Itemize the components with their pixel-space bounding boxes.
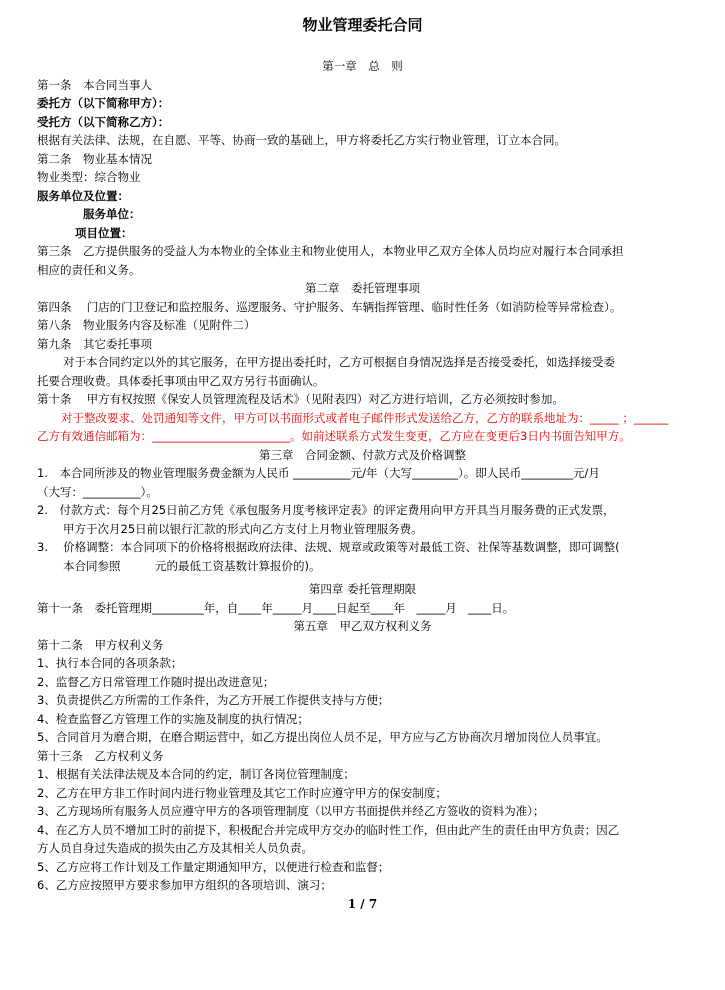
list-item: 3、乙方现场所有服务人员应遵守甲方的各项管理制度（以甲方书面提供并经乙方签收的资料为准）；: [37, 804, 545, 818]
chapter-heading: 第二章 委托管理事项: [305, 281, 420, 295]
paragraph-line: （大写：__________）。: [37, 484, 158, 499]
list-item: 2、监督乙方日常管理工作随时提出改进意见；: [37, 674, 275, 689]
paragraph-line: 物业类型：综合物业: [37, 170, 141, 184]
list-item: 4、检查监督乙方管理工作的实施及制度的执行情况；: [37, 711, 309, 726]
article-line: 第二条 物业基本情况: [37, 151, 152, 166]
document-title: 物业管理委托合同: [302, 16, 423, 34]
chapter-heading: 第五章 甲乙双方权利义务: [293, 619, 432, 633]
list-item: 5、合同首月为磨合期，在磨合期运营中，如乙方提出岗位人员不足，甲方应与乙方协商次月增加岗位人员事宜。: [37, 730, 608, 744]
numbered-line: 1. 本合同所涉及的物业管理服务费金额为人民币 __________元/年（大写________）。即人民币_________元/月: [37, 466, 600, 480]
field-line: 项目位置：: [75, 225, 133, 240]
paragraph-line: 方人员自身过失造成的损失由乙方及其相关人员负责。: [37, 841, 313, 855]
chapter-heading: 第四章 委托管理期限: [308, 582, 417, 596]
field-line: 服务单位及位置：: [37, 188, 129, 203]
numbered-line: 3. 价格调整：本合同项下的价格将根据政府法律、法规、规章或政策等对最低工资、社保等基数调整，即可调整(: [37, 540, 620, 554]
list-item: 3、负责提供乙方所需的工作条件，为乙方开展工作提供支持与方便；: [37, 693, 390, 707]
paragraph-line: 根据有关法律、法规，在自愿、平等、协商一致的基础上，甲方将委托乙方实行物业管理，订立本合同。: [37, 133, 566, 147]
paragraph-line: 托要合理收费。具体委托事项由甲乙双方另行书面确认。: [37, 373, 325, 388]
paragraph-line: 对于本合同约定以外的其它服务，在甲方提出委托时，乙方可根据自身情况选择是否接受委托，如选择接受委: [63, 355, 615, 369]
list-item: 4、在乙方人员不增加工时的前提下，积极配合并完成甲方交办的临时性工作，但由此产生的责任由甲方负责；因乙: [37, 822, 620, 837]
article-line: 第十三条 乙方权利义务: [37, 748, 164, 763]
list-item: 2、乙方在甲方非工作时间内进行物业管理及其它工作时应遵守甲方的保安制度；: [37, 785, 447, 800]
list-item: 1、根据有关法律法规及本合同的约定，制订各岗位管理制度；: [37, 767, 355, 781]
article-line: 第八条 物业服务内容及标准（见附件二）: [37, 318, 256, 332]
field-line: 服务单位：: [83, 207, 141, 221]
chapter-heading: 第三章 合同金额、付款方式及价格调整: [259, 447, 466, 462]
party-a-line: 委托方（以下简称甲方）：: [37, 96, 170, 110]
article-line: 第十二条 甲方权利义务: [37, 637, 164, 652]
article-line: 第四条 门店的门卫登记和监控服务、巡逻服务、守护服务、车辆指挥管理、临时性任务（如消防检等异常检查）。: [37, 299, 622, 314]
list-item: 6、乙方应按照甲方要求参加甲方组织的各项培训、演习；: [37, 878, 332, 892]
party-b-line: 受托方（以下简称乙方）：: [37, 114, 170, 129]
list-item: 5、乙方应将工作计划及工作量定期通知甲方，以便进行检查和监督；: [37, 859, 390, 874]
page-number: 1 / 7: [347, 897, 378, 911]
paragraph-line: 甲方于次月25日前以银行汇款的形式向乙方支付上月物业管理服务费。: [63, 521, 423, 536]
article-line: 第一条 本合同当事人: [37, 77, 152, 92]
document-body: [37, 52, 725, 895]
chapter-heading: 第一章 总 则: [322, 59, 403, 73]
article-line: 第三条 乙方提供服务的受益人为本物业的全体业主和物业使用人，本物业甲乙双方全体人员均应对履行本合同承担: [37, 244, 624, 258]
article-line: 第九条 其它委托事项: [37, 336, 152, 351]
highlighted-line: 乙方有效通信邮箱为：________________________。如前述联系方式发生变更，乙方应在变更后3日内书面告知甲方。: [37, 429, 631, 443]
article-line: 第十一条 委托管理期_________年，自____年_____月____日起至____年 _____月 ____日。: [37, 600, 515, 615]
numbered-line: 2. 付款方式：每个月25日前乙方凭《承包服务月度考核评定表》的评定费用向甲方开具当月服务费的正式发票，: [37, 503, 615, 517]
paragraph-line: 相应的责任和义务。: [37, 262, 141, 277]
highlighted-line: 对于整改要求、处罚通知等文件，甲方可以书面形式或者电子邮件形式发送给乙方，乙方的联系地址为：_____ ；______: [61, 410, 669, 425]
article-line: 第十条 甲方有权按照《保安人员管理流程及话术》（见附表四）对乙方进行培训，乙方必须按时参加。: [37, 392, 564, 406]
paragraph-line: 本合同参照 元的最低工资基数计算报价的)。: [63, 558, 321, 573]
list-item: 1、执行本合同的各项条款；: [37, 656, 183, 670]
